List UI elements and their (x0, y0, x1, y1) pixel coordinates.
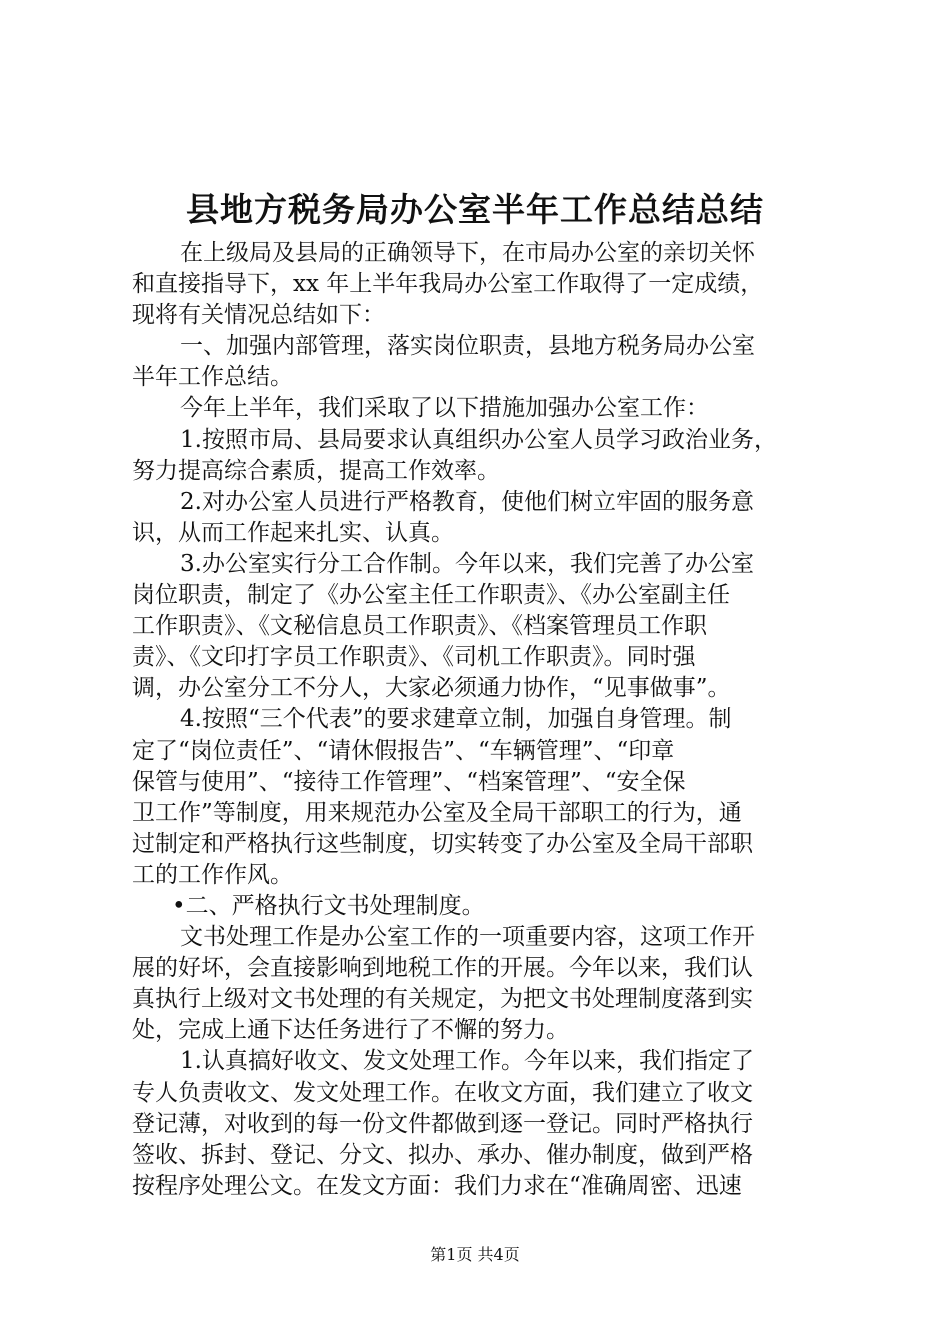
paragraph-line: 过制定和严格执行这些制度，切实转变了办公室及全局干部职 (132, 830, 753, 857)
paragraph-line: 真执行上级对文书处理的有关规定，为把文书处理制度落到实 (132, 986, 753, 1013)
page-number-footer: 第1页 共4页 (430, 1245, 520, 1264)
paragraph-line: 展的好坏，会直接影响到地税工作的开展。今年以来，我们认 (132, 955, 753, 982)
paragraph-line: 1.认真搞好收文、发文处理工作。今年以来，我们指定了 (180, 1048, 754, 1075)
paragraph-line: 保管与使用”、“接待工作管理”、“档案管理”、“安全保 (132, 768, 686, 795)
paragraph-line: 1.按照市局、县局要求认真组织办公室人员学习政治业务， (180, 426, 777, 453)
paragraph-line: 一、加强内部管理，落实岗位职责，县地方税务局办公室 (180, 333, 755, 360)
paragraph-line: 调，办公室分工不分人，大家必须通力协作，“见事做事”。 (132, 675, 731, 702)
paragraph-line: 在上级局及县局的正确领导下，在市局办公室的亲切关怀 (180, 240, 755, 266)
paragraph-line: 岗位职责，制定了《办公室主任工作职责》、《办公室副主任 (132, 582, 730, 609)
paragraph-line: 签收、拆封、登记、分文、拟办、承办、催办制度，做到严格 (132, 1141, 753, 1168)
document-title: 县地方税务局办公室半年工作总结总结 (186, 190, 764, 229)
paragraph-line: 按程序处理公文。在发文方面：我们力求在“准确周密、迅速 (132, 1172, 742, 1199)
paragraph-line: 识，从而工作起来扎实、认真。 (132, 519, 454, 546)
paragraph-line: 定了“岗位责任”、“请休假报告”、“车辆管理”、“印章 (132, 737, 675, 764)
section-heading-line: •二、严格执行文书处理制度。 (172, 892, 485, 919)
paragraph-line: 现将有关情况总结如下： (132, 302, 385, 329)
paragraph-line: 专人负责收文、发文处理工作。在收文方面，我们建立了收文 (132, 1079, 753, 1106)
paragraph-line: 2.对办公室人员进行严格教育，使他们树立牢固的服务意 (180, 488, 754, 515)
paragraph-line: 今年上半年，我们采取了以下措施加强办公室工作： (180, 395, 709, 422)
paragraph-line: 卫工作”等制度，用来规范办公室及全局干部职工的行为，通 (132, 799, 742, 826)
paragraph-line: 处，完成上通下达任务进行了不懈的努力。 (132, 1017, 569, 1044)
paragraph-line: 3.办公室实行分工合作制。今年以来，我们完善了办公室 (180, 550, 754, 577)
paragraph-line: 工的工作作风。 (132, 861, 293, 888)
paragraph-line: 4.按照“三个代表”的要求建章立制，加强自身管理。制 (180, 706, 732, 733)
paragraph-line: 责》、《文印打字员工作职责》、《司机工作职责》。同时强 (132, 644, 696, 671)
paragraph-line: 努力提高综合素质，提高工作效率。 (132, 457, 500, 484)
document-body (132, 238, 832, 1202)
paragraph-line: 和直接指导下，xx 年上半年我局办公室工作取得了一定成绩， (132, 271, 764, 298)
paragraph-line: 文书处理工作是办公室工作的一项重要内容，这项工作开 (180, 924, 755, 951)
paragraph-line: 登记薄，对收到的每一份文件都做到逐一登记。同时严格执行 (132, 1110, 753, 1137)
paragraph-line: 半年工作总结。 (132, 364, 293, 391)
paragraph-line: 工作职责》、《文秘信息员工作职责》、《档案管理员工作职 (132, 613, 707, 640)
